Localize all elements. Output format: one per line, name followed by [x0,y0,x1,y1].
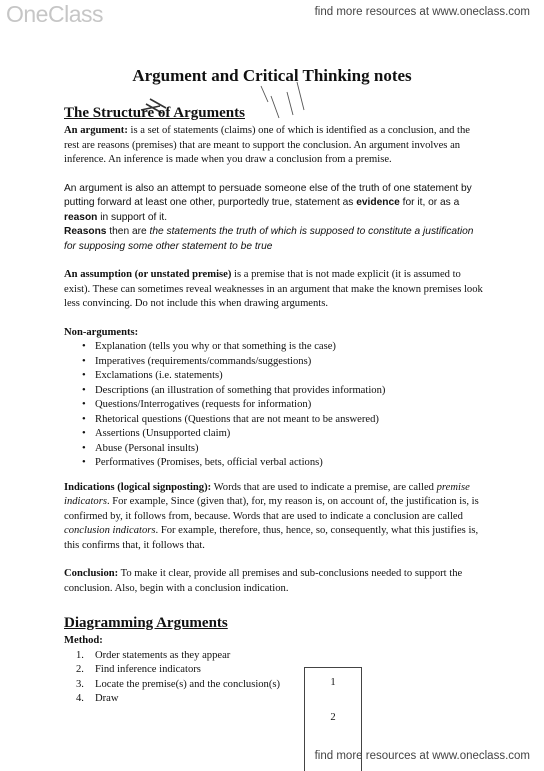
list-item: 4. Draw [76,693,119,704]
method-steps [64,649,484,707]
persuade-text-2: for it, or as a [399,197,460,208]
diagram-label-1: 1 [330,677,336,688]
paragraph-indications [64,481,484,554]
paragraph-argument [64,124,484,168]
heading-diagramming-arguments: Diagramming Arguments [64,615,228,631]
argument-definition: is a set of statements (claims) one of which is identified as a conclusion, and the rest are reasons (premises) that are meant to support the conclusion. An argument involves an inference. An inference is made when you draw a conclusion from a premise. [64,125,471,165]
diagram-label-2: 2 [330,712,336,723]
term-reason: reason [64,211,98,223]
paragraph-assumption [64,268,484,312]
persuade-text-3: in support of it. [97,211,168,223]
list-item: 1. Order statements as they appear [76,649,231,661]
method-label: Method: [64,635,103,646]
persuade-text-1: An argument is also an attempt to persuade someone else of the truth of one statement by putting forward at least one other, purportedly true, statement as [64,182,472,208]
list-item: • Assertions (Unsupported claim) [95,427,484,442]
heading-structure-of-arguments: The Structure of Arguments [64,105,245,121]
list-item: • Imperatives (requirements/commands/suggestions) [95,355,484,370]
list-item: 2. Find inference indicators [76,664,201,675]
list-item: • Questions/Interrogatives (requests for information) [95,398,484,413]
conclusion-text: To make it clear, provide all premises and sub-conclusions needed to support the conclusion. Also, begin with a conclusion indication. [64,568,463,594]
promo-text-bottom: find more resources at www.oneclass.com [314,750,530,762]
term-evidence: evidence [356,197,400,208]
page-title: Argument and Critical Thinking notes [132,66,412,85]
list-item: • Explanation (tells you why or that something is the case) [95,340,484,355]
list-item: • Exclamations (i.e. statements) [95,369,484,384]
list-item: 3. Locate the premise(s) and the conclusion(s) [76,678,281,690]
paragraph-conclusion [64,567,484,596]
term-indications: Indications (logical signposting): [64,481,212,493]
paragraph-reasons [64,225,484,254]
non-arguments-list [64,340,484,471]
promo-text-top: find more resources at www.oneclass.com [314,6,530,18]
conclusion-indicators: conclusion indicators [64,525,156,536]
oneclass-logo: OneClass [6,1,103,27]
list-item: • Performatives (Promises, bets, official verbal actions) [95,456,484,471]
non-arguments-heading: Non-arguments: [64,326,139,338]
list-item: • Abuse (Personal insults) [95,442,484,457]
premise-indicators: premise indicators [64,481,470,507]
paragraph-persuade [64,182,484,226]
list-item: • Descriptions (an illustration of something that provides information) [95,384,484,399]
term-reasons: Reasons [64,226,107,237]
assumption-definition: is a premise that is not made explicit (it is assumed to exist). These can sometimes reveal weaknesses in an argument that make the known premises look less convincing. Do not include this when drawing arguments. [64,269,483,309]
term-argument: An argument: [64,125,128,136]
reasons-italic: the statements the truth of which is supposed to constitute a justification for supposing some other statement to be true [64,226,474,252]
list-item: • Rhetorical questions (Questions that are not meant to be answered) [95,413,484,428]
term-conclusion: Conclusion: [64,568,119,579]
indications-text-2: . For example, Since (given that), for, my reason is, on account of, the justification is, is confirmed by, it follows from, because. Words that are used to indicate a conclusion are called [64,496,479,522]
document-body [64,104,484,707]
indications-text-1: Words that are used to indicate a premise, are called [211,481,437,493]
term-assumption: An assumption (or unstated premise) [64,269,232,280]
reasons-text: then are [106,226,150,237]
indications-text-3: . For example, therefore, thus, hence, so, consequently, what this justifies is, this confirms that, it follows that. [64,525,479,551]
